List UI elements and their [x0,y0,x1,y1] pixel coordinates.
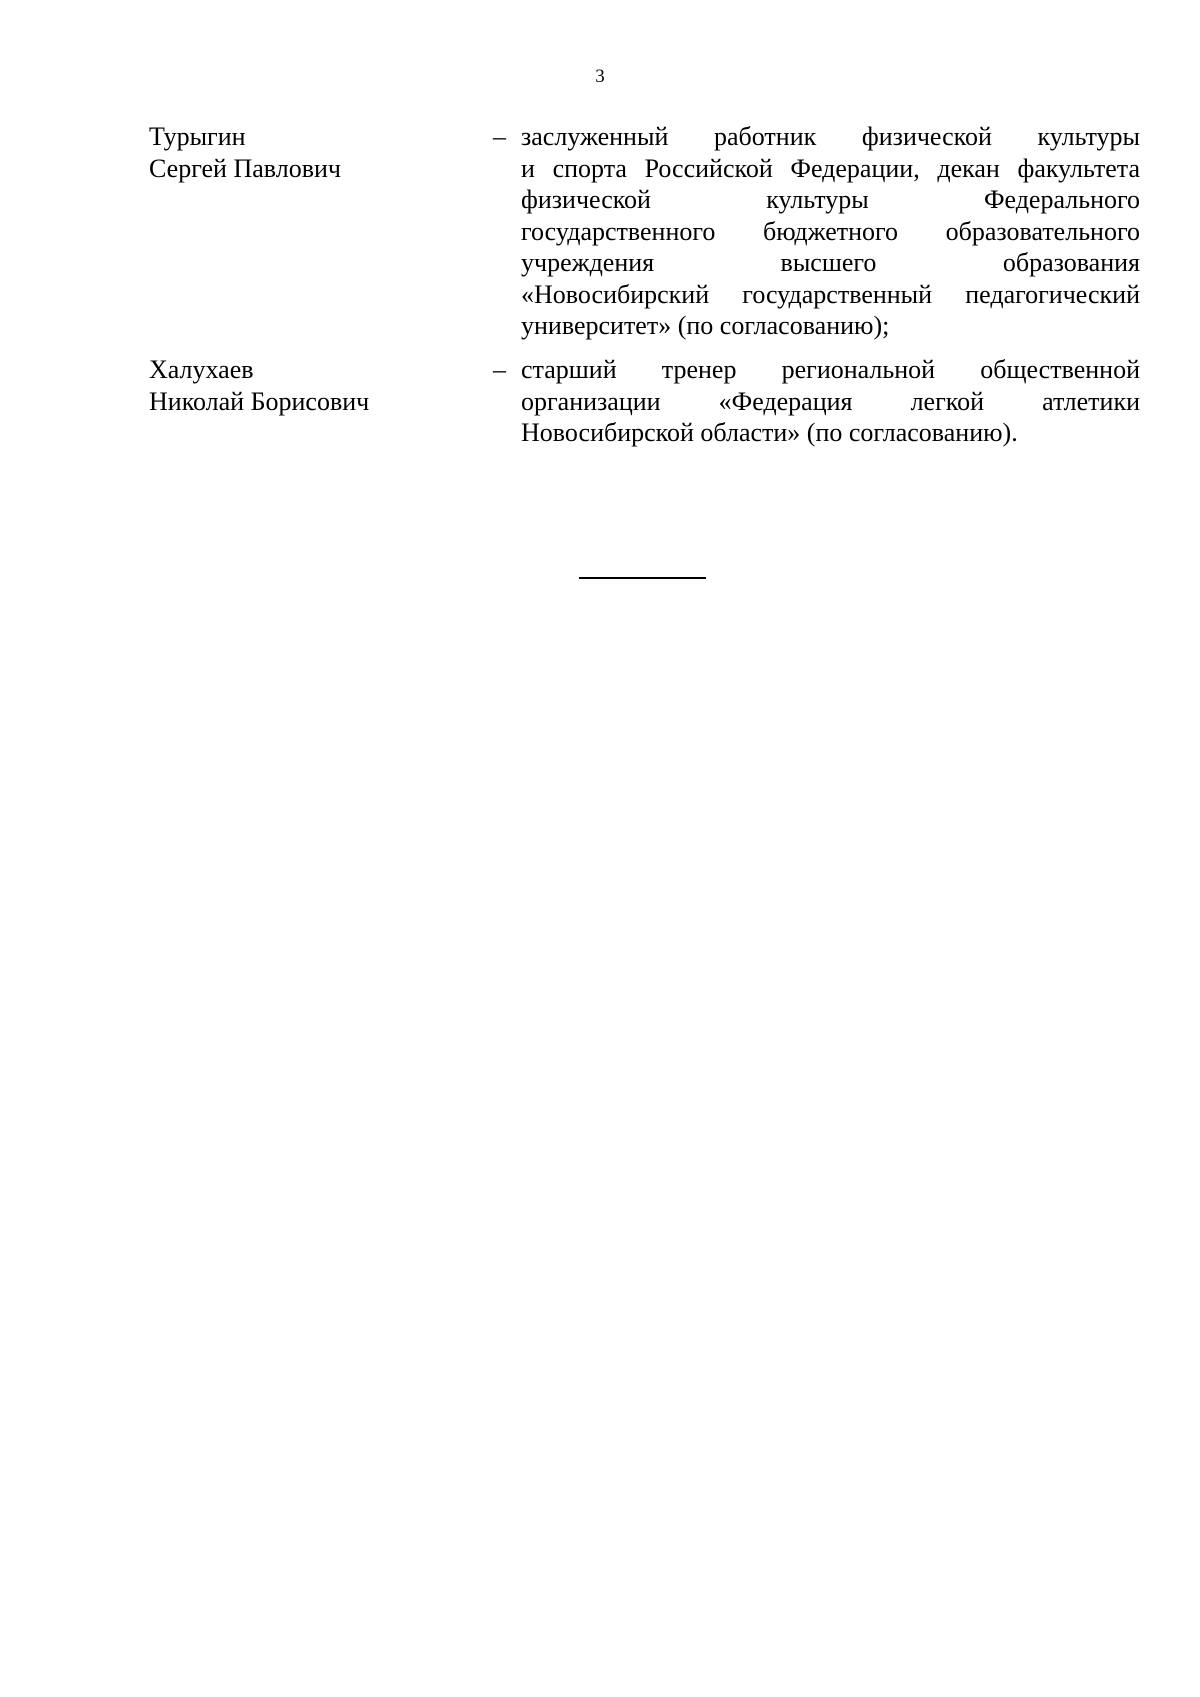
dash-separator: – [493,355,506,384]
member-given-names: Сергей Павлович [149,153,341,183]
member-surname: Халухаев [149,355,254,384]
description-line: государственного бюджетного образовательного [521,216,1140,246]
description-line: «Новосибирский государственный педагогический [521,279,1140,309]
dash-separator: – [493,122,506,151]
description-line: Новосибирской области» (по согласованию). [521,418,1018,447]
description-line: университет» (по согласованию); [521,311,890,340]
description-line: учреждения высшего образования [521,248,1140,277]
description-line: старший тренер региональной общественной [521,355,1140,384]
description-line: физической культуры Федерального [521,185,1140,214]
member-surname: Турыгин [149,122,246,151]
member-given-names: Николай Борисович [149,386,370,416]
description-line: организации «Федерация легкой атлетики [521,386,1140,416]
member-name [149,354,369,417]
description-line: и спорта Российской Федерации, декан факультета [521,153,1140,183]
end-divider [579,577,706,579]
member-description [521,354,1140,449]
member-name [149,121,341,184]
page-number: 3 [595,66,605,87]
member-description [521,121,1140,342]
description-line: заслуженный работник физической культуры [521,122,1140,151]
